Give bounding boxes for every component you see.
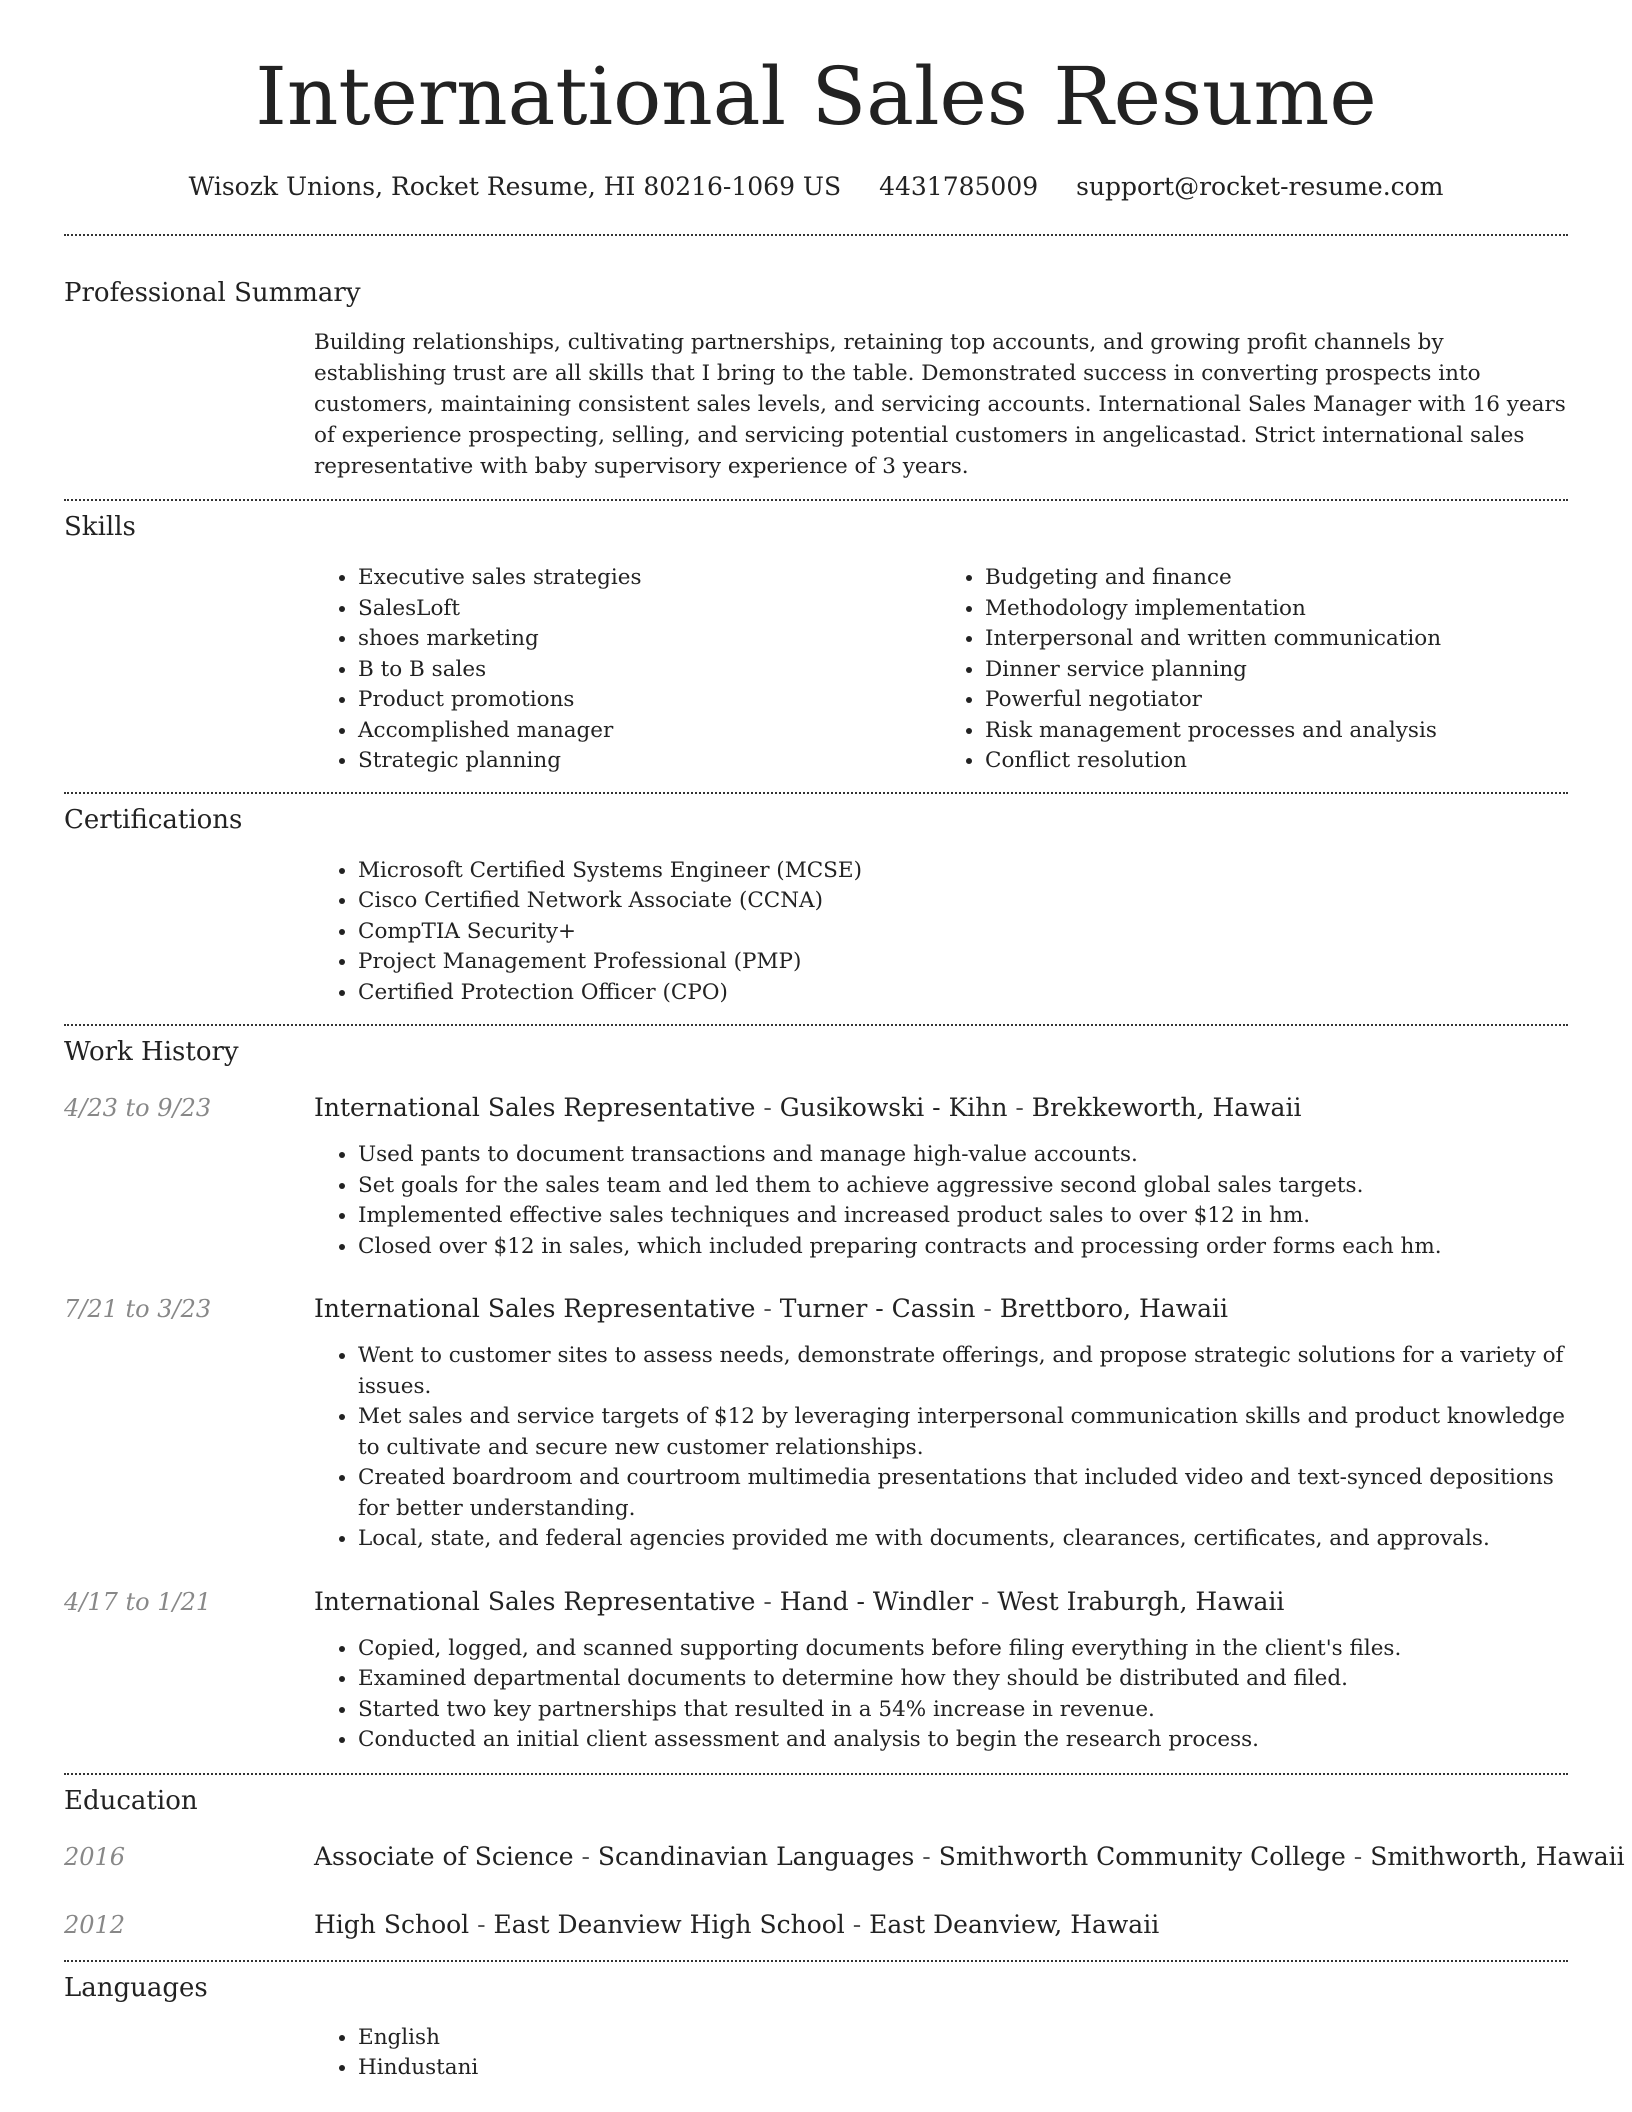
divider <box>64 1773 1568 1775</box>
skill-item: • B to B sales <box>358 655 941 686</box>
job-bullet: • Used pants to document transactions and manage high-value accounts. <box>358 1140 1568 1171</box>
job-bullet: • Went to customer sites to assess needs, demonstrate offerings, and propose strategic solutions for a variety of issues. <box>358 1341 1568 1402</box>
title-separator: - <box>469 1909 494 1939</box>
education-school: Smithworth Community College <box>938 1841 1346 1871</box>
skill-item: • shoes marketing <box>358 624 941 655</box>
contact-line <box>64 170 1568 204</box>
divider <box>64 1960 1568 1962</box>
skill-item: • Budgeting and finance <box>985 563 1568 594</box>
skills-heading: Skills <box>64 512 136 542</box>
job-dates: 4/17 to 1/21 <box>64 1587 212 1616</box>
job-bullet: • Set goals for the sales team and led them to achieve aggressive second global sales targets. <box>358 1171 1568 1202</box>
job-role: International Sales Representative <box>314 1586 756 1616</box>
title-separator: - <box>755 1294 780 1323</box>
certification-item: • Cisco Certified Network Associate (CCNA) <box>358 886 1568 917</box>
contact-phone: 4431785009 <box>879 172 1039 201</box>
language-item: • English <box>358 2023 1568 2054</box>
education-section <box>64 1784 1625 1942</box>
job-bullets <box>314 1140 1568 1262</box>
job-bullet: • Examined departmental documents to determine how they should be distributed and filed. <box>358 1664 1568 1695</box>
skills-list-left <box>314 563 941 777</box>
skill-item: • SalesLoft <box>358 594 941 625</box>
education-location: East Deanview, Hawaii <box>869 1909 1160 1939</box>
certifications-list <box>314 856 1568 1009</box>
job-entry <box>64 1292 1568 1555</box>
title-separator: - <box>975 1294 1000 1323</box>
job-dates: 4/23 to 9/23 <box>64 1094 212 1122</box>
education-heading: Education <box>64 1785 198 1816</box>
job-bullet: • Closed over $12 in sales, which included preparing contracts and processing order forms each hm. <box>358 1232 1568 1263</box>
skill-item: • Strategic planning <box>358 746 941 777</box>
job-title-line <box>314 1091 1568 1125</box>
education-location: Smithworth, Hawaii <box>1370 1841 1625 1871</box>
education-degree: High School <box>314 1909 470 1939</box>
job-bullets <box>314 1634 1568 1756</box>
resume-page <box>64 0 1625 2084</box>
skills-list-right <box>941 563 1568 777</box>
skills-section <box>64 510 1568 777</box>
skill-item: • Powerful negotiator <box>985 685 1568 716</box>
summary-heading: Professional Summary <box>64 278 361 308</box>
title-separator: - <box>844 1909 870 1939</box>
education-field: Scandinavian Languages <box>597 1841 915 1871</box>
title-separator: - <box>914 1841 939 1871</box>
job-bullet: • Met sales and service targets of $12 by leveraging interpersonal communication skills and product knowledge to cultivate and secure new customer relationships. <box>358 1402 1568 1463</box>
education-school: East Deanview High School <box>493 1909 845 1939</box>
job-company: Gusikowski - Kihn <box>779 1093 1008 1122</box>
title-separator: - <box>755 1093 780 1122</box>
job-bullet: • Implemented effective sales techniques and increased product sales to over $12 in hm. <box>358 1201 1568 1232</box>
divider <box>64 792 1568 794</box>
skill-item: • Product promotions <box>358 685 941 716</box>
job-bullet: • Local, state, and federal agencies provided me with documents, clearances, certificates, and approvals. <box>358 1524 1568 1555</box>
skill-item: • Methodology implementation <box>985 594 1568 625</box>
job-bullet: • Started two key partnerships that resulted in a 54% increase in revenue. <box>358 1695 1568 1726</box>
title-separator: - <box>573 1841 598 1871</box>
education-year: 2016 <box>64 1842 126 1871</box>
certification-item: • Microsoft Certified Systems Engineer (MCSE) <box>358 856 1568 887</box>
job-location: West Iraburgh, Hawaii <box>997 1586 1285 1616</box>
languages-heading: Languages <box>64 1972 208 2003</box>
work-history-heading: Work History <box>64 1037 239 1067</box>
job-dates: 7/21 to 3/23 <box>64 1295 212 1323</box>
education-degree: Associate of Science <box>314 1841 574 1871</box>
job-bullet: • Copied, logged, and scanned supporting documents before filing everything in the client's files. <box>358 1634 1568 1665</box>
divider <box>64 1024 1568 1026</box>
title-separator: - <box>1345 1841 1371 1871</box>
skill-item: • Interpersonal and written communication <box>985 624 1568 655</box>
certifications-section <box>64 803 1568 1009</box>
divider <box>64 234 1568 236</box>
education-title-line <box>314 1840 1625 1874</box>
job-location: Brekkeworth, Hawaii <box>1031 1093 1302 1122</box>
job-bullets <box>314 1341 1568 1555</box>
job-role: International Sales Representative <box>314 1093 756 1122</box>
languages-section <box>64 1971 1568 2084</box>
languages-list <box>314 2023 1568 2084</box>
job-location: Brettboro, Hawaii <box>999 1294 1228 1323</box>
divider <box>64 499 1568 501</box>
title-separator: - <box>973 1586 998 1616</box>
title-separator: - <box>755 1586 780 1616</box>
job-company: Hand - Windler <box>779 1586 974 1616</box>
job-bullet: • Conducted an initial client assessment and analysis to begin the research process. <box>358 1725 1568 1756</box>
education-entry <box>64 1840 1625 1874</box>
education-entry <box>64 1908 1568 1942</box>
skill-item: • Conflict resolution <box>985 746 1568 777</box>
resume-name: International Sales Resume <box>255 50 1377 143</box>
education-title-line <box>314 1908 1568 1942</box>
job-title-line <box>314 1585 1568 1619</box>
skill-item: • Risk management processes and analysis <box>985 716 1568 747</box>
skill-item: • Accomplished manager <box>358 716 941 747</box>
certification-item: • Project Management Professional (PMP) <box>358 947 1568 978</box>
education-year: 2012 <box>64 1910 126 1939</box>
job-company: Turner - Cassin <box>779 1294 976 1323</box>
certifications-heading: Certifications <box>64 804 243 835</box>
skill-item: • Executive sales strategies <box>358 563 941 594</box>
job-entry <box>64 1091 1568 1262</box>
contact-email: support@rocket-resume.com <box>1076 172 1444 201</box>
job-title-line <box>314 1292 1568 1326</box>
job-role: International Sales Representative <box>314 1294 756 1323</box>
certification-item: • CompTIA Security+ <box>358 917 1568 948</box>
job-bullet: • Created boardroom and courtroom multimedia presentations that included video and text-synced depositions for better understanding. <box>358 1463 1568 1524</box>
summary-section <box>64 276 1568 482</box>
language-item: • Hindustani <box>358 2053 1568 2084</box>
certification-item: • Certified Protection Officer (CPO) <box>358 978 1568 1009</box>
skill-item: • Dinner service planning <box>985 655 1568 686</box>
job-entry <box>64 1585 1568 1756</box>
contact-address: Wisozk Unions, Rocket Resume, HI 80216-1069 US <box>188 172 842 201</box>
summary-text: Building relationships, cultivating partnerships, retaining top accounts, and growing profit channels by establishing trust are all skills that I bring to the table. Demonstrated success in converting prospects into customers, maintaining consistent sales levels, and servicing accounts. International Sales Manager with 16 years of experience prospecting, selling, and servicing potential customers in angelicastad. Strict international sales representative with baby supervisory experience of 3 years. <box>314 330 1566 479</box>
work-history-section <box>64 1035 1568 1756</box>
title-separator: - <box>1007 1093 1032 1122</box>
